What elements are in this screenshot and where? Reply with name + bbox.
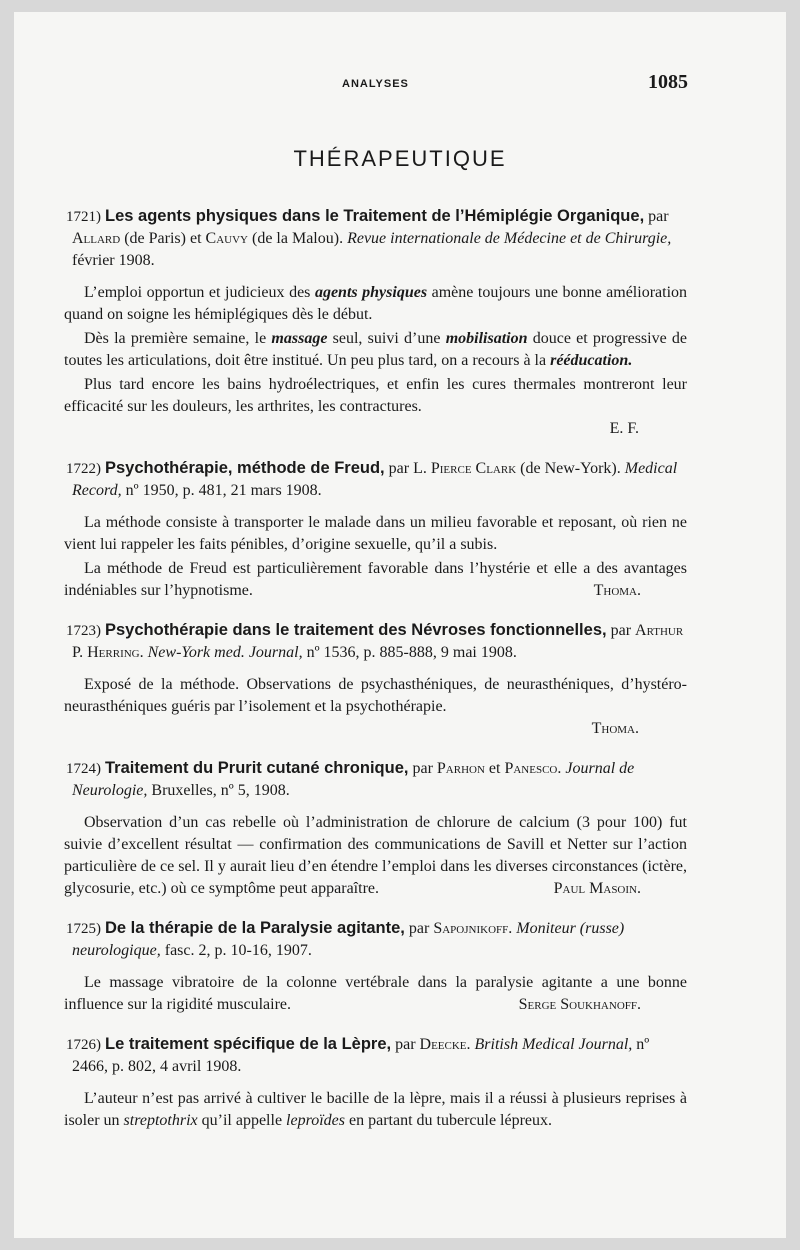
entry-author-note: (de Paris) et	[124, 230, 202, 247]
entry-paragraph	[64, 558, 687, 602]
entry-author: Panesco.	[504, 760, 562, 777]
emphasis: agents physiques	[314, 284, 428, 301]
entry-title: Le traitement spécifique de la Lèpre,	[105, 1035, 392, 1053]
entry-date: fasc. 2, p. 10-16, 1907.	[164, 942, 312, 959]
text-run: Dès la première semaine, le	[84, 330, 267, 347]
emphasis: mobilisation	[445, 330, 528, 347]
article-list	[64, 205, 687, 1149]
text-run: en partant du tubercule lépreux.	[349, 1112, 553, 1129]
entry-author: Pierce Clark	[430, 460, 517, 477]
emphasis: streptothrix	[123, 1112, 198, 1129]
entry-author: Cauvy	[205, 230, 248, 247]
entry-heading	[64, 757, 687, 802]
entry-number: 1721)	[66, 209, 101, 225]
entry-journal: New-York med. Journal,	[147, 644, 303, 661]
text-run: Le massage vibratoire de la colonne vertébrale dans la paralysie agitante a une bonne influence sur la rigidité musculaire.	[64, 974, 687, 1013]
entry-by: par	[408, 920, 430, 937]
entry-author: Allard	[72, 230, 121, 247]
entry-signature: Thoma.	[593, 582, 641, 599]
entry-title: Psychothérapie dans le traitement des Névroses fonctionnelles,	[105, 621, 607, 639]
emphasis: rééducation.	[550, 352, 633, 369]
entry-by: par	[395, 1036, 416, 1053]
entry-paragraph	[64, 812, 687, 900]
entry-paragraph: Plus tard encore les bains hydroélectriques, et enfin les cures thermales montreront leur efficacité sur les douleurs, les arthrites, les contractures.	[64, 376, 687, 415]
entry-signature: Paul Masoin.	[553, 880, 641, 897]
entry-title: Psychothérapie, méthode de Freud,	[105, 459, 385, 477]
entry-heading	[64, 1033, 687, 1078]
entry-paragraph	[64, 282, 687, 326]
entry-paragraph: Exposé de la méthode. Observations de psychasthéniques, de neurasthéniques, d’hystéro-neurasthéniques guéris par l’isolement et la psychothérapie.	[64, 676, 687, 715]
entry-date: Bruxelles, nº 5, 1908.	[151, 782, 290, 799]
entry-1721	[64, 205, 687, 440]
entry-author: Arthur P. Herring.	[72, 622, 684, 661]
entry-author: Deecke.	[419, 1036, 471, 1053]
entry-paragraph	[64, 1088, 687, 1132]
entry-signature: E. F.	[609, 420, 639, 437]
text-run: Observation d’un cas rebelle où l’administration de chlorure de calcium (3 pour 100) fut suivie d’excellent résultat — confirmation des communications de Savill et Netter sur l’action particulière de ce sel. Il y aurait lieu d’en étendre l’emploi dans les diverses circonstances (ictère, glycosurie, etc.) où ce symptôme peut apparaître.	[64, 814, 687, 897]
entry-1722	[64, 457, 687, 602]
entry-paragraph	[64, 328, 687, 372]
text-run: La méthode de Freud est particulièrement favorable dans l’hystérie et elle a des avantages indéniables sur l’hypnotisme.	[64, 560, 687, 599]
entry-journal: Medical Record,	[72, 460, 678, 499]
entry-author-note: (de la Malou).	[251, 230, 344, 247]
page-number: 1085	[648, 71, 688, 93]
text-run: seul, suivi d’une	[332, 330, 441, 347]
entry-date: février 1908.	[72, 252, 155, 269]
entry-number: 1726)	[66, 1037, 101, 1053]
entry-by: par	[610, 622, 632, 639]
entry-author: Sapojnikoff.	[433, 920, 513, 937]
text-run: qu’il appelle	[201, 1112, 283, 1129]
entry-1726	[64, 1033, 687, 1132]
text-run: L’auteur n’est pas arrivé à cultiver le bacille de la lèpre, mais il a réussi à plusieurs reprises à isoler un	[64, 1090, 687, 1129]
entry-author-note: (de New-York).	[520, 460, 621, 477]
entry-heading	[64, 205, 687, 272]
entry-journal: British Medical Journal,	[474, 1036, 633, 1053]
entry-1723	[64, 619, 687, 740]
entry-heading	[64, 917, 687, 962]
text-run: L’emploi opportun et judicieux des	[84, 284, 311, 301]
entry-journal: Moniteur (russe) neurologique,	[72, 920, 625, 959]
entry-signature: Serge Soukhanoff.	[518, 996, 641, 1013]
entry-number: 1724)	[66, 761, 101, 777]
entry-number: 1725)	[66, 921, 101, 937]
entry-by: par	[648, 208, 669, 225]
entry-by: par L.	[388, 460, 427, 477]
section-title: THÉRAPEUTIQUE	[293, 146, 507, 171]
entry-journal: Journal de Neurologie,	[72, 760, 635, 799]
entry-heading	[64, 457, 687, 502]
entry-author: Parhon	[436, 760, 485, 777]
running-head: ANALYSES	[342, 78, 409, 90]
entry-paragraph	[64, 972, 687, 1016]
text-run: amène toujours une bonne amélioration quand on soigne les hémiplégiques dès le début.	[64, 284, 688, 323]
entry-title: Les agents physiques dans le Traitement de l’Hémiplégie Organique,	[105, 207, 645, 225]
entry-number: 1723)	[66, 623, 101, 639]
emphasis: massage	[271, 330, 328, 347]
entry-1725	[64, 917, 687, 1016]
emphasis: leproïdes	[286, 1112, 345, 1129]
entry-author-note: et	[488, 760, 501, 777]
entry-journal: Revue internationale de Médecine et de Chirurgie,	[347, 230, 672, 247]
entry-paragraph: La méthode consiste à transporter le malade dans un milieu favorable et reposant, où rien ne vient lui rappeler les faits pénibles, d’origine sexuelle, qu’il a subis.	[64, 514, 687, 553]
entry-by: par	[412, 760, 433, 777]
entry-heading	[64, 619, 687, 664]
entry-number: 1722)	[66, 461, 101, 477]
entry-title: Traitement du Prurit cutané chronique,	[105, 759, 409, 777]
entry-date: nº 2466, p. 802, 4 avril 1908.	[72, 1036, 650, 1075]
entry-date: nº 1536, p. 885-888, 9 mai 1908.	[306, 644, 517, 661]
text-run: douce et progressive de toutes les articulations, doit être institué. Un peu plus tard, on a recours à la	[64, 330, 688, 369]
entry-date: nº 1950, p. 481, 21 mars 1908.	[125, 482, 322, 499]
entry-title: De la thérapie de la Paralysie agitante,	[105, 919, 405, 937]
entry-signature: Thoma.	[591, 720, 639, 737]
entry-1724	[64, 757, 687, 900]
